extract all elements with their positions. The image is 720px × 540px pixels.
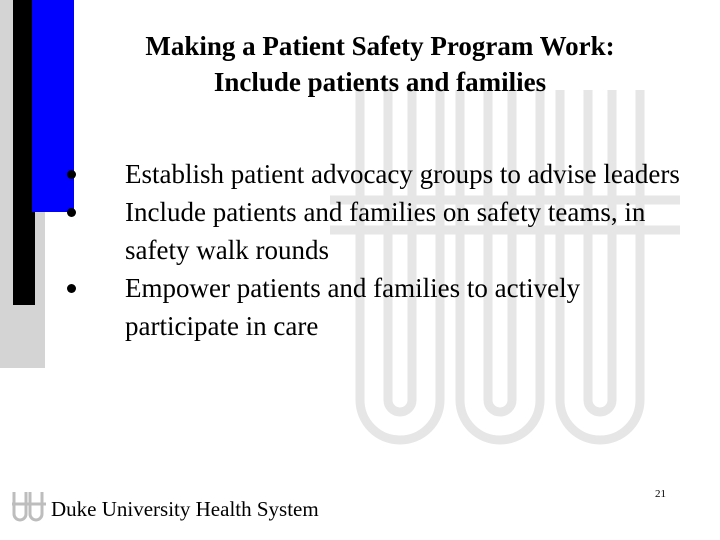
bullet-dot-icon [67, 208, 76, 217]
bullet-list [54, 155, 694, 345]
slide-title [60, 28, 700, 100]
bullet-text: Empower patients and families to actively participate in care [125, 273, 581, 341]
bullet-item [54, 269, 694, 345]
duke-logo-icon [10, 490, 48, 524]
bullet-text: Establish patient advocacy groups to advise leaders [125, 159, 680, 189]
bullet-dot-icon [67, 284, 76, 293]
bullet-text: Include patients and families on safety teams, in safety walk rounds [125, 197, 646, 265]
bullet-dot-icon [67, 170, 76, 179]
page-number: 21 [655, 488, 666, 500]
footer-org-name: Duke University Health System [51, 497, 319, 521]
title-line-2: Include patients and families [213, 67, 547, 97]
bullet-item [54, 155, 694, 193]
title-line-1: Making a Patient Safety Program Work: [145, 31, 615, 61]
bullet-item [54, 193, 694, 269]
